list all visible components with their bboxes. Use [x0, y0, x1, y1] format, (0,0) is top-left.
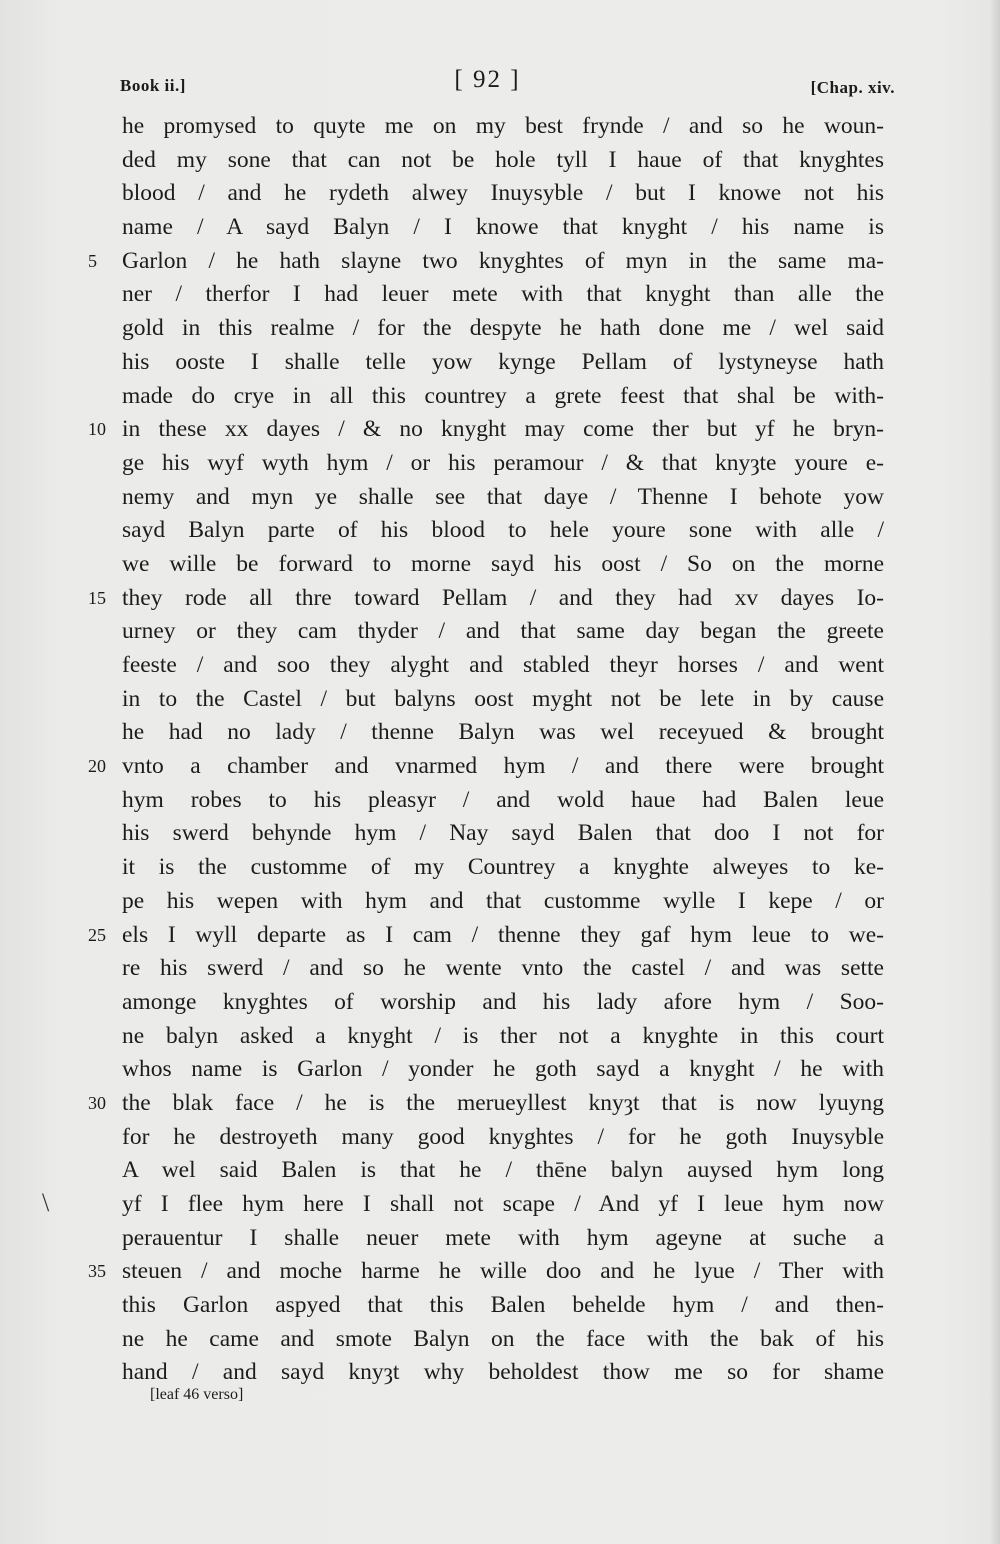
line-text: hym robes to his pleasyr / and wold haue had Balen leue [122, 786, 884, 813]
leaf-note: [leaf 46 verso] [150, 1386, 244, 1403]
text-line [0, 649, 1000, 683]
line-text: for he destroyeth many good knyghtes / for he goth Inuysyble [122, 1123, 884, 1150]
margin-mark: \ [42, 1188, 50, 1217]
text-line [0, 1255, 1000, 1289]
text-line [0, 784, 1000, 818]
text-line [0, 683, 1000, 717]
line-text: made do crye in all this countrey a grete feest that shal be with- [122, 382, 884, 409]
line-text: vnto a chamber and vnarmed hym / and there were brought [122, 753, 884, 780]
text-line [0, 413, 1000, 447]
text-line [0, 312, 1000, 346]
line-number: 15 [88, 587, 106, 608]
text-line [0, 885, 1000, 919]
text-line [0, 851, 1000, 885]
line-text: in to the Castel / but balyns oost myght not be lete in by cause [122, 685, 884, 712]
line-text: he promysed to quyte me on my best frynde / and so he woun- [122, 113, 884, 139]
line-text: whos name is Garlon / yonder he goth sayd a knyght / he with [122, 1056, 884, 1083]
line-number: 35 [88, 1261, 106, 1282]
text-line [0, 986, 1000, 1020]
text-line [0, 1154, 1000, 1188]
line-text: steuen / and moche harme he wille doo and he lyue / Ther with [122, 1258, 884, 1285]
text-line [0, 1222, 1000, 1256]
text-line [0, 245, 1000, 279]
text-line [0, 346, 1000, 380]
line-text: A wel said Balen is that he / thēne balyn auysed hym long [122, 1157, 884, 1184]
text-line [0, 380, 1000, 414]
line-text: pe his wepen with hym and that customme wylle I kepe / or [122, 887, 884, 914]
text-line [0, 952, 1000, 986]
line-text: his ooste I shalle telle yow kynge Pellam of lystyneyse hath [122, 348, 884, 375]
text-line [0, 177, 1000, 211]
line-text: blood / and he rydeth alwey Inuysyble / but I knowe not his [122, 180, 884, 207]
text-line [0, 1121, 1000, 1155]
line-text: it is the customme of my Countrey a knyghte alweyes to ke- [122, 854, 884, 881]
line-text: Garlon / he hath slayne two knyghtes of myn in the same ma- [122, 247, 884, 274]
line-text: hand / and sayd knyȝt why beholdest thow me so for shame [122, 1359, 884, 1386]
text-line [0, 447, 1000, 481]
line-number: 20 [88, 756, 106, 777]
line-text: amonge knyghtes of worship and his lady afore hym / Soo- [122, 988, 884, 1015]
line-number: 5 [88, 250, 97, 271]
text-line [0, 1188, 1000, 1222]
line-text: ne balyn asked a knyght / is ther not a knyghte in this court [122, 1022, 884, 1049]
text-line [0, 211, 1000, 245]
text-line [0, 919, 1000, 953]
line-text: name / A sayd Balyn / I knowe that knyght / his name is [122, 214, 884, 241]
header-book-label: Book ii.] [120, 76, 186, 95]
line-text: we wille be forward to morne sayd his oost / So on the morne [122, 550, 884, 577]
text-line [0, 817, 1000, 851]
line-text: ner / therfor I had leuer mete with that knyght than alle the [122, 281, 884, 308]
line-text: gold in this realme / for the despyte he hath done me / wel said [122, 315, 884, 342]
line-text: the blak face / he is the merueyllest knyȝt that is now lyuyng [122, 1089, 884, 1116]
page-number: [ 92 ] [454, 66, 521, 93]
line-text: ne he came and smote Balyn on the face with the bak of his [122, 1325, 884, 1352]
header-chapter-label: [Chap. xiv. [810, 78, 895, 97]
line-text: yf I flee hym here I shall not scape / And yf I leue hym now [122, 1191, 884, 1217]
line-text: they rode all thre toward Pellam / and they had xv dayes Io- [122, 584, 884, 611]
line-number: 10 [88, 419, 106, 440]
line-text: his swerd behynde hym / Nay sayd Balen that doo I not for [122, 820, 884, 847]
text-line [0, 615, 1000, 649]
text-line [0, 1323, 1000, 1357]
line-number: 25 [88, 924, 106, 945]
main-text-block [0, 110, 1000, 1390]
line-text: re his swerd / and so he wente vnto the castel / and was sette [122, 955, 884, 982]
text-line [0, 582, 1000, 616]
line-text: sayd Balyn parte of his blood to hele youre sone with alle / [122, 517, 884, 544]
text-line [0, 481, 1000, 515]
text-line [0, 514, 1000, 548]
text-line [0, 1289, 1000, 1323]
text-line [0, 716, 1000, 750]
line-text: ded my sone that can not be hole tyll I haue of that knyghtes [122, 146, 884, 173]
line-text: ge his wyf wyth hym / or his peramour / & that knyȝte youre e- [122, 449, 884, 476]
text-line [0, 144, 1000, 178]
text-line [0, 1020, 1000, 1054]
line-text: nemy and myn ye shalle see that daye / Thenne I behote yow [122, 483, 884, 510]
line-text: in these xx dayes / & no knyght may come ther but yf he bryn- [122, 416, 884, 443]
text-line [0, 1087, 1000, 1121]
line-text: he had no lady / thenne Balyn was wel receyued & brought [122, 719, 884, 746]
line-number: 30 [88, 1092, 106, 1113]
text-line [0, 1053, 1000, 1087]
text-line [0, 548, 1000, 582]
text-line [0, 278, 1000, 312]
line-text: urney or they cam thyder / and that same day began the greete [122, 618, 884, 645]
line-text: this Garlon aspyed that this Balen behelde hym / and then- [122, 1292, 884, 1319]
line-text: perauentur I shalle neuer mete with hym ageyne at suche a [122, 1224, 884, 1251]
text-line [0, 750, 1000, 784]
text-line [0, 110, 1000, 144]
running-header [120, 66, 895, 106]
line-text: feeste / and soo they alyght and stabled theyr horses / and went [122, 652, 884, 678]
line-text: els I wyll departe as I cam / thenne they gaf hym leue to we- [122, 921, 884, 948]
